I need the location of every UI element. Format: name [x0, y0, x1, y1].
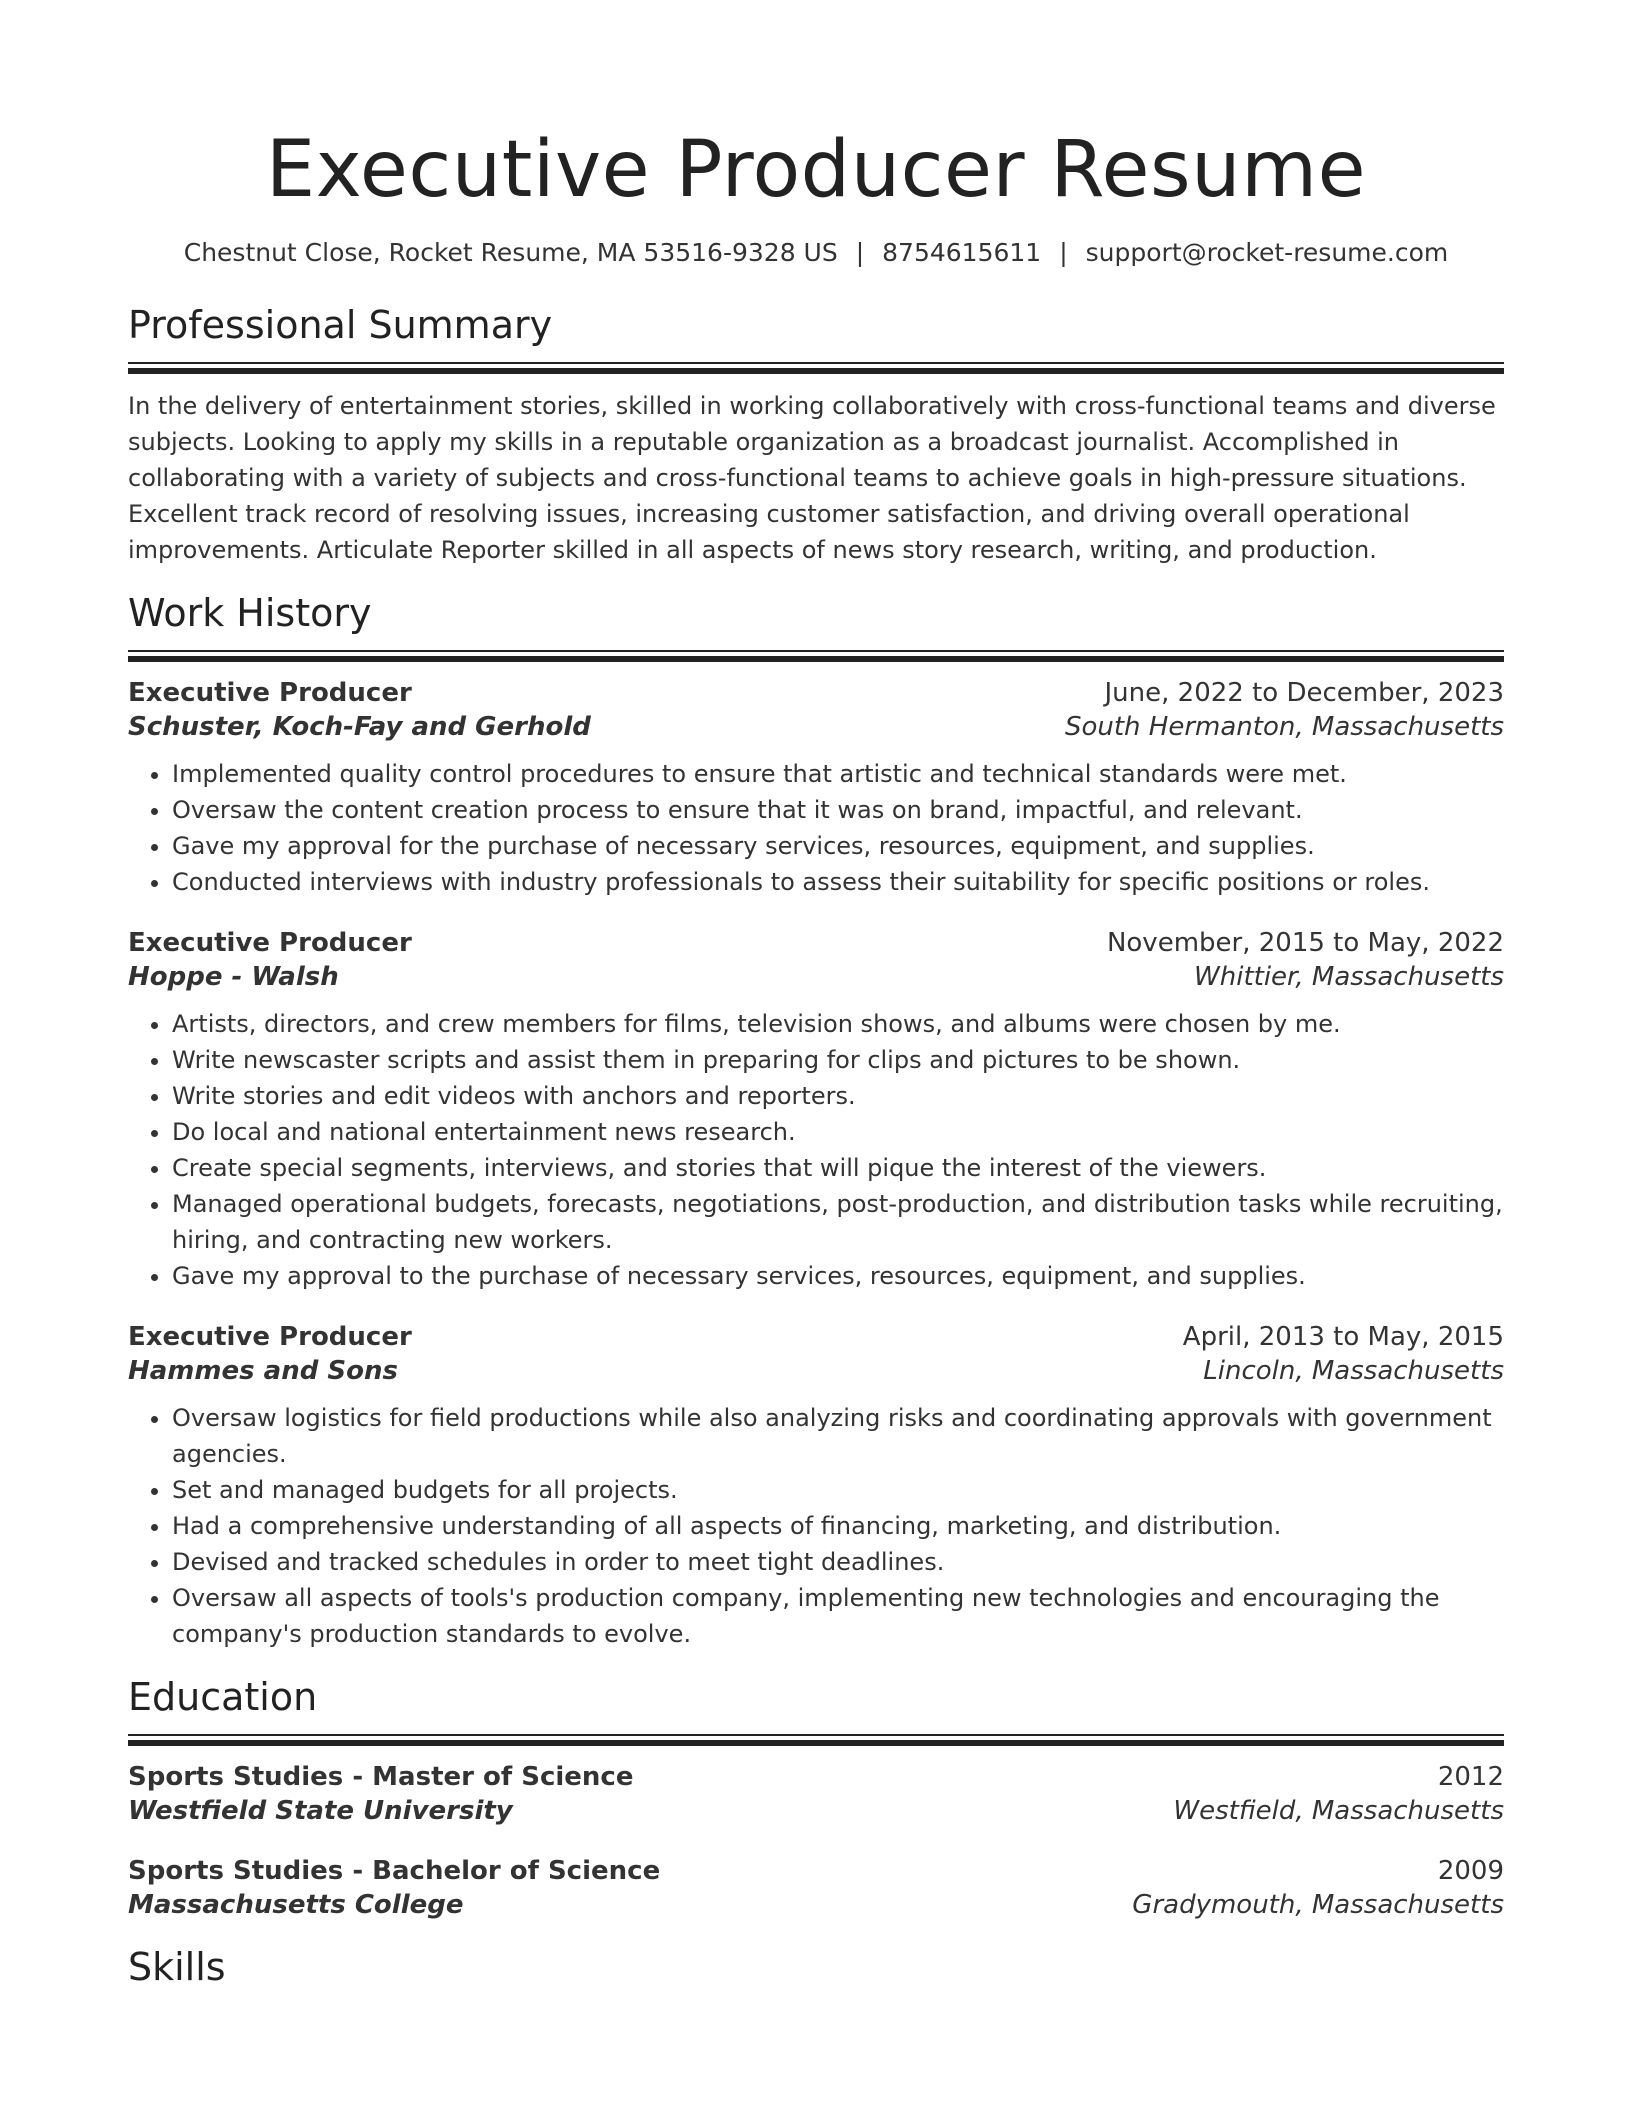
- education-school: Westfield State University: [128, 1796, 513, 1826]
- job-bullets: [128, 1006, 1504, 1294]
- section-heading-skills: Skills: [128, 1945, 226, 1989]
- job-bullet: • Conducted interviews with industry professionals to assess their suitability for specific positions or roles.: [172, 864, 1504, 900]
- education-location: Gradymouth, Massachusetts: [1132, 1890, 1504, 1920]
- job-bullet: • Oversaw the content creation process to ensure that it was on brand, impactful, and relevant.: [172, 792, 1504, 828]
- education-school-row: [128, 1796, 1504, 1826]
- job-location: Lincoln, Massachusetts: [1203, 1356, 1504, 1386]
- job-company: Schuster, Koch-Fay and Gerhold: [128, 712, 591, 742]
- education-degree: Sports Studies - Bachelor of Science: [128, 1856, 661, 1886]
- summary-text: In the delivery of entertainment stories, skilled in working collaboratively with cross-functional teams and diverse subjects. Looking to apply my skills in a reputable organization as a broadcast journalist. Accomplished in collaborating with a variety of subjects and cross-functional teams to achieve goals in high-pressure situations. Excellent track record of resolving issues, increasing customer satisfaction, and driving overall operational improvements. Articulate Reporter skilled in all aspects of news story research, writing, and production.: [128, 392, 1496, 564]
- job-bullet: • Had a comprehensive understanding of all aspects of financing, marketing, and distribution.: [172, 1508, 1504, 1544]
- job-company: Hoppe - Walsh: [128, 962, 339, 992]
- job-dates: November, 2015 to May, 2022: [1106, 928, 1504, 958]
- education-header-row: [128, 1762, 1504, 1792]
- education-degree: Sports Studies - Master of Science: [128, 1762, 634, 1792]
- job-bullet: • Managed operational budgets, forecasts, negotiations, post-production, and distribution tasks while recruiting, hiring, and contracting new workers.: [172, 1186, 1504, 1258]
- education-header-row: [128, 1856, 1504, 1886]
- section-heading-summary: Professional Summary: [128, 303, 553, 347]
- job-bullet: • Implemented quality control procedures to ensure that artistic and technical standards were met.: [172, 756, 1504, 792]
- contact-address: Chestnut Close, Rocket Resume, MA 53516-9328 US: [183, 238, 838, 267]
- job-bullet: • Set and managed budgets for all projects.: [172, 1472, 1504, 1508]
- contact-separator: |: [855, 238, 865, 267]
- job-bullet: • Do local and national entertainment news research.: [172, 1114, 1504, 1150]
- job-dates: April, 2013 to May, 2015: [1182, 1322, 1504, 1352]
- job-location: Whittier, Massachusetts: [1194, 962, 1504, 992]
- job-bullet: • Artists, directors, and crew members for films, television shows, and albums were chosen by me.: [172, 1006, 1504, 1042]
- job-bullet: • Write newscaster scripts and assist them in preparing for clips and pictures to be shown.: [172, 1042, 1504, 1078]
- job-bullets: [128, 756, 1504, 900]
- job-employer-row: [128, 1356, 1504, 1386]
- section-divider: [128, 650, 1504, 652]
- job-title: Executive Producer: [128, 1322, 412, 1352]
- section-divider: [128, 1734, 1504, 1736]
- job-bullet: • Gave my approval to the purchase of necessary services, resources, equipment, and supplies.: [172, 1258, 1504, 1294]
- education-location: Westfield, Massachusetts: [1173, 1796, 1504, 1826]
- job-bullet: • Write stories and edit videos with anchors and reporters.: [172, 1078, 1504, 1114]
- section-divider: [128, 362, 1504, 364]
- job-header-row: [128, 1322, 1504, 1352]
- section-divider: [128, 1740, 1504, 1746]
- skills-section: [128, 1942, 1504, 1992]
- job-bullet: • Devised and tracked schedules in order to meet tight deadlines.: [172, 1544, 1504, 1580]
- contact-line: [128, 236, 1504, 270]
- job-entry: [128, 1322, 1504, 1652]
- work-history-section: [128, 588, 1504, 1652]
- job-title: Executive Producer: [128, 678, 412, 708]
- job-bullets: [128, 1400, 1504, 1652]
- job-bullet: • Create special segments, interviews, and stories that will pique the interest of the viewers.: [172, 1150, 1504, 1186]
- job-company: Hammes and Sons: [128, 1356, 398, 1386]
- summary-section: [128, 300, 1504, 568]
- contact-email: support@rocket-resume.com: [1085, 238, 1449, 267]
- education-entry: [128, 1762, 1504, 1826]
- contact-separator: |: [1059, 238, 1068, 267]
- job-bullet: • Gave my approval for the purchase of necessary services, resources, equipment, and supplies.: [172, 828, 1504, 864]
- job-header-row: [128, 928, 1504, 958]
- job-title: Executive Producer: [128, 928, 412, 958]
- education-year: 2009: [1437, 1856, 1504, 1886]
- education-school-row: [128, 1890, 1504, 1920]
- job-dates: June, 2022 to December, 2023: [1104, 678, 1504, 708]
- section-heading-education: Education: [128, 1675, 318, 1719]
- job-bullet: • Oversaw logistics for field productions while also analyzing risks and coordinating approvals with government agencies.: [172, 1400, 1504, 1472]
- education-school: Massachusetts College: [128, 1890, 464, 1920]
- job-entry: [128, 928, 1504, 1294]
- education-year: 2012: [1437, 1762, 1504, 1792]
- section-divider: [128, 368, 1504, 374]
- education-entry: [128, 1856, 1504, 1920]
- resume-title: Executive Producer Resume: [265, 125, 1367, 215]
- contact-phone: 8754615611: [882, 238, 1042, 267]
- job-location: South Hermanton, Massachusetts: [1064, 712, 1504, 742]
- job-bullet: • Oversaw all aspects of tools's production company, implementing new technologies and encouraging the company's production standards to evolve.: [172, 1580, 1504, 1652]
- section-divider: [128, 656, 1504, 662]
- job-entry: [128, 678, 1504, 900]
- job-employer-row: [128, 962, 1504, 992]
- section-heading-work-history: Work History: [128, 591, 372, 635]
- job-employer-row: [128, 712, 1504, 742]
- education-section: [128, 1672, 1504, 1920]
- job-header-row: [128, 678, 1504, 708]
